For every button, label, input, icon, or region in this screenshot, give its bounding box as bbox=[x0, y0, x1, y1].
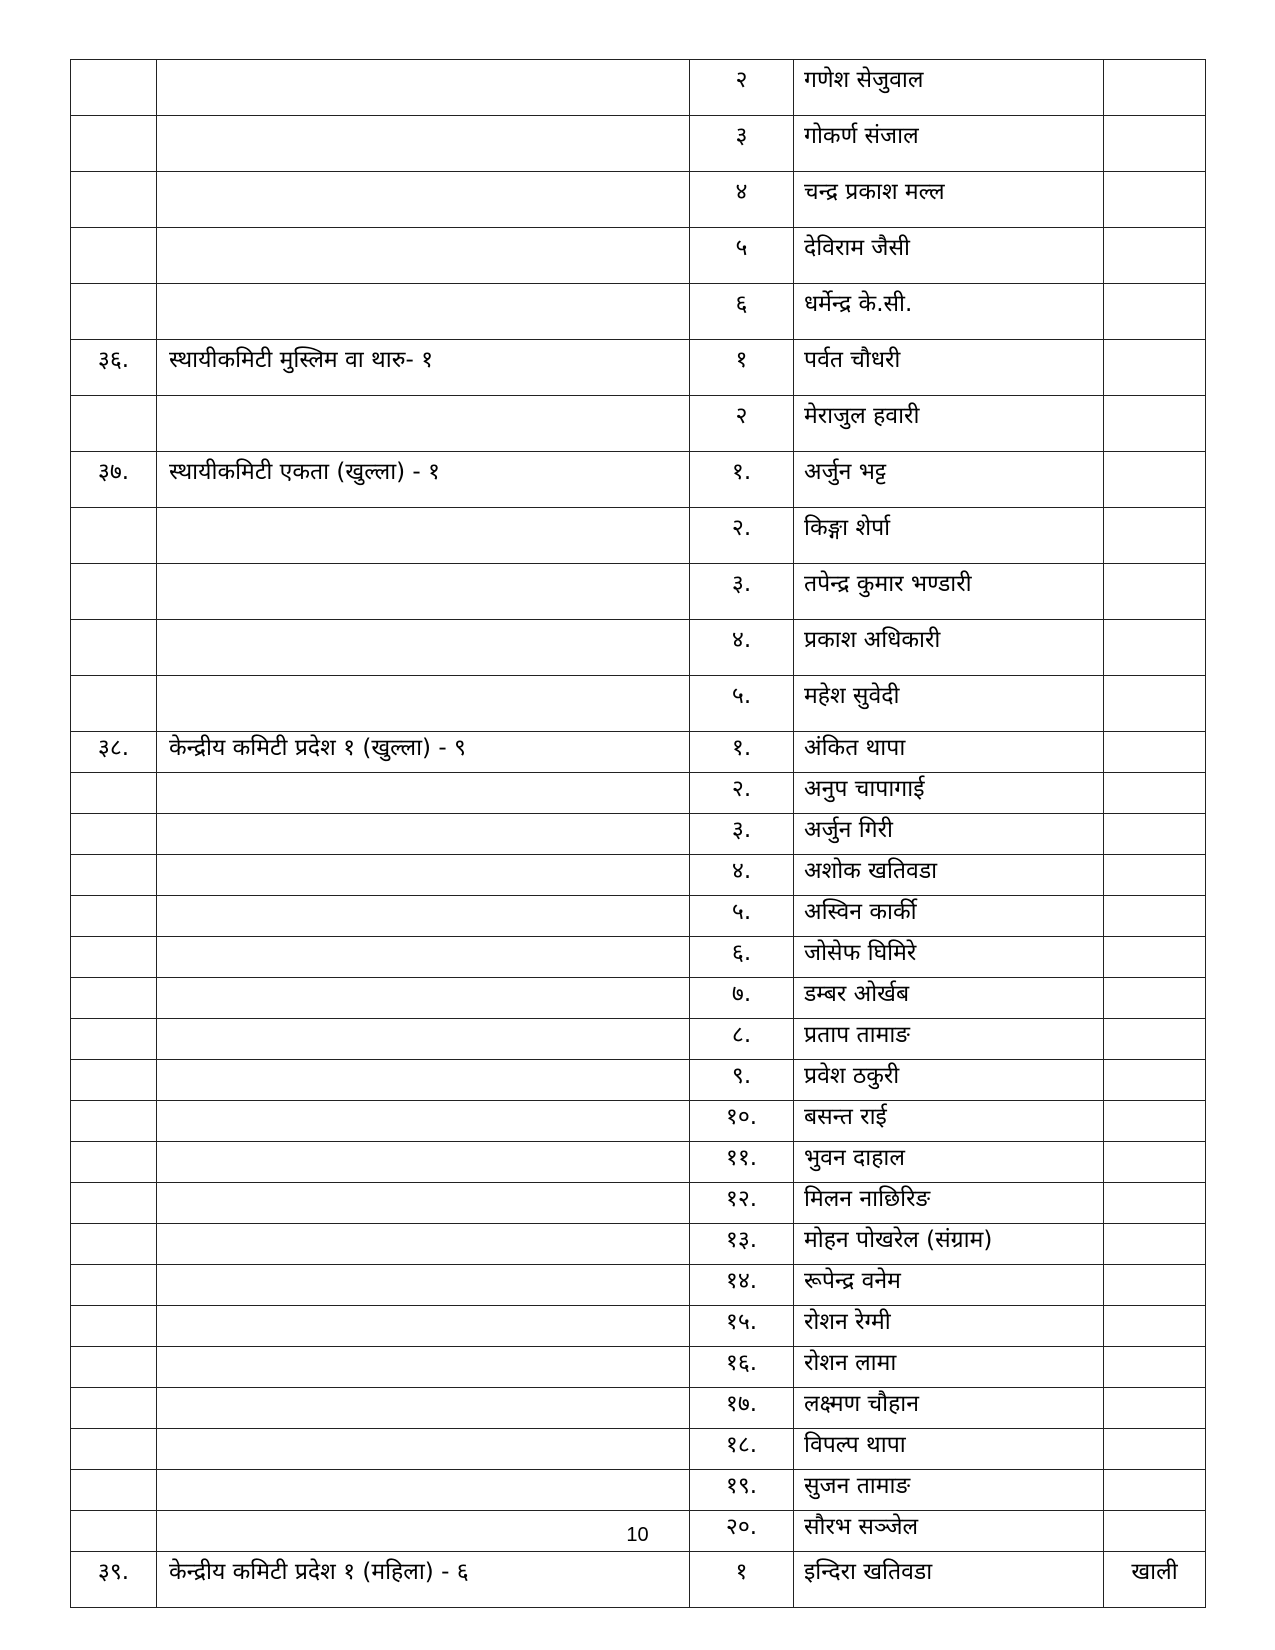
table-row bbox=[71, 508, 1206, 564]
serial-number-cell bbox=[71, 60, 157, 116]
committee-title-cell bbox=[157, 1142, 690, 1183]
serial-number-cell bbox=[71, 1142, 157, 1183]
candidate-number-cell: ११. bbox=[690, 1142, 794, 1183]
remark-cell bbox=[1104, 1265, 1206, 1306]
candidate-number-cell: १०. bbox=[690, 1101, 794, 1142]
candidate-name-cell: गणेश सेजुवाल bbox=[794, 60, 1104, 116]
remark-cell bbox=[1104, 1429, 1206, 1470]
table-row bbox=[71, 1101, 1206, 1142]
candidate-name-cell: मेराजुल हवारी bbox=[794, 396, 1104, 452]
serial-number-cell bbox=[71, 228, 157, 284]
committee-title-cell bbox=[157, 676, 690, 732]
candidate-name-cell: रोशन रेग्मी bbox=[794, 1306, 1104, 1347]
remark-cell bbox=[1104, 340, 1206, 396]
remark-cell bbox=[1104, 1060, 1206, 1101]
committee-title-cell bbox=[157, 1224, 690, 1265]
serial-number-cell bbox=[71, 1224, 157, 1265]
serial-number-cell bbox=[71, 1306, 157, 1347]
serial-number-cell bbox=[71, 1347, 157, 1388]
candidate-number-cell: ३. bbox=[690, 814, 794, 855]
remark-cell bbox=[1104, 1347, 1206, 1388]
candidate-number-cell: ५. bbox=[690, 896, 794, 937]
remark-cell bbox=[1104, 396, 1206, 452]
candidate-name-cell: डम्बर ओर्खब bbox=[794, 978, 1104, 1019]
serial-number-cell bbox=[71, 814, 157, 855]
committee-title-cell bbox=[157, 937, 690, 978]
candidate-number-cell: २०. bbox=[690, 1511, 794, 1552]
table-row bbox=[71, 773, 1206, 814]
table-row bbox=[71, 1142, 1206, 1183]
serial-number-cell bbox=[71, 1388, 157, 1429]
table-row bbox=[71, 1552, 1206, 1608]
serial-number-cell bbox=[71, 172, 157, 228]
committee-title-cell bbox=[157, 1019, 690, 1060]
committee-title-cell bbox=[157, 1388, 690, 1429]
candidate-name-cell: भुवन दाहाल bbox=[794, 1142, 1104, 1183]
candidate-name-cell: अर्जुन गिरी bbox=[794, 814, 1104, 855]
candidate-name-cell: देविराम जैसी bbox=[794, 228, 1104, 284]
serial-number-cell: ३६. bbox=[71, 340, 157, 396]
committee-title-cell bbox=[157, 1306, 690, 1347]
remark-cell bbox=[1104, 1224, 1206, 1265]
committee-title-cell bbox=[157, 1101, 690, 1142]
committee-title-cell bbox=[157, 814, 690, 855]
candidate-number-cell: ५ bbox=[690, 228, 794, 284]
committee-title-cell bbox=[157, 1470, 690, 1511]
table-row bbox=[71, 452, 1206, 508]
remark-cell bbox=[1104, 1101, 1206, 1142]
committee-title-cell bbox=[157, 1429, 690, 1470]
candidate-number-cell: ३ bbox=[690, 116, 794, 172]
table-row bbox=[71, 60, 1206, 116]
serial-number-cell bbox=[71, 1470, 157, 1511]
remark-cell bbox=[1104, 1306, 1206, 1347]
candidate-number-cell: १८. bbox=[690, 1429, 794, 1470]
table-row bbox=[71, 564, 1206, 620]
remark-cell bbox=[1104, 116, 1206, 172]
candidate-name-cell: बसन्त राई bbox=[794, 1101, 1104, 1142]
remark-cell bbox=[1104, 896, 1206, 937]
candidate-name-cell: तपेन्द्र कुमार भण्डारी bbox=[794, 564, 1104, 620]
serial-number-cell bbox=[71, 284, 157, 340]
candidate-number-cell: ६ bbox=[690, 284, 794, 340]
candidate-name-cell: मिलन नाछिरिङ bbox=[794, 1183, 1104, 1224]
table-row bbox=[71, 1265, 1206, 1306]
candidate-name-cell: अस्विन कार्की bbox=[794, 896, 1104, 937]
committee-title-cell bbox=[157, 116, 690, 172]
committee-title-cell bbox=[157, 508, 690, 564]
table-row bbox=[71, 1060, 1206, 1101]
candidate-name-cell: जोसेफ घिमिरे bbox=[794, 937, 1104, 978]
table-row bbox=[71, 732, 1206, 773]
candidate-number-cell: ७. bbox=[690, 978, 794, 1019]
serial-number-cell bbox=[71, 896, 157, 937]
candidate-number-cell: १७. bbox=[690, 1388, 794, 1429]
candidate-number-cell: १३. bbox=[690, 1224, 794, 1265]
candidate-name-cell: इन्दिरा खतिवडा bbox=[794, 1552, 1104, 1608]
committee-title-cell bbox=[157, 396, 690, 452]
serial-number-cell bbox=[71, 1019, 157, 1060]
candidate-name-cell: प्रकाश अधिकारी bbox=[794, 620, 1104, 676]
remark-cell bbox=[1104, 60, 1206, 116]
candidate-name-cell: विपल्प थापा bbox=[794, 1429, 1104, 1470]
remark-cell bbox=[1104, 228, 1206, 284]
committee-title-cell: स्थायीकमिटी मुस्लिम वा थारु- १ bbox=[157, 340, 690, 396]
table-row bbox=[71, 676, 1206, 732]
candidate-name-cell: किङ्गा शेर्पा bbox=[794, 508, 1104, 564]
candidate-name-cell: सुजन तामाङ bbox=[794, 1470, 1104, 1511]
candidate-name-cell: अंकित थापा bbox=[794, 732, 1104, 773]
candidate-number-cell: १६. bbox=[690, 1347, 794, 1388]
candidate-number-cell: १२. bbox=[690, 1183, 794, 1224]
committee-title-cell bbox=[157, 773, 690, 814]
candidate-number-cell: १९. bbox=[690, 1470, 794, 1511]
candidate-name-cell: चन्द्र प्रकाश मल्ल bbox=[794, 172, 1104, 228]
candidate-number-cell: ८. bbox=[690, 1019, 794, 1060]
table-row bbox=[71, 896, 1206, 937]
committee-title-cell bbox=[157, 978, 690, 1019]
committee-title-cell bbox=[157, 60, 690, 116]
candidate-name-cell: रोशन लामा bbox=[794, 1347, 1104, 1388]
serial-number-cell bbox=[71, 978, 157, 1019]
remark-cell bbox=[1104, 773, 1206, 814]
candidate-name-cell: अर्जुन भट्ट bbox=[794, 452, 1104, 508]
candidate-number-cell: २ bbox=[690, 396, 794, 452]
remark-cell bbox=[1104, 1142, 1206, 1183]
table-row bbox=[71, 1347, 1206, 1388]
table-row bbox=[71, 1429, 1206, 1470]
serial-number-cell: ३७. bbox=[71, 452, 157, 508]
candidate-name-cell: लक्ष्मण चौहान bbox=[794, 1388, 1104, 1429]
table-row bbox=[71, 814, 1206, 855]
candidate-name-cell: महेश सुवेदी bbox=[794, 676, 1104, 732]
candidate-name-cell: प्रवेश ठकुरी bbox=[794, 1060, 1104, 1101]
candidate-number-cell: ९. bbox=[690, 1060, 794, 1101]
candidate-number-cell: ४. bbox=[690, 855, 794, 896]
serial-number-cell bbox=[71, 1429, 157, 1470]
candidate-number-cell: १. bbox=[690, 732, 794, 773]
candidate-table bbox=[70, 59, 1206, 1608]
candidate-number-cell: ४. bbox=[690, 620, 794, 676]
table-row bbox=[71, 620, 1206, 676]
committee-title-cell bbox=[157, 1265, 690, 1306]
serial-number-cell bbox=[71, 1101, 157, 1142]
serial-number-cell bbox=[71, 676, 157, 732]
remark-cell bbox=[1104, 732, 1206, 773]
serial-number-cell bbox=[71, 1265, 157, 1306]
table-row bbox=[71, 978, 1206, 1019]
table-row bbox=[71, 1019, 1206, 1060]
candidate-number-cell: ३. bbox=[690, 564, 794, 620]
table-row bbox=[71, 855, 1206, 896]
committee-title-cell bbox=[157, 172, 690, 228]
table-row bbox=[71, 937, 1206, 978]
remark-cell bbox=[1104, 452, 1206, 508]
committee-title-cell bbox=[157, 896, 690, 937]
serial-number-cell: ३९. bbox=[71, 1552, 157, 1608]
serial-number-cell bbox=[71, 396, 157, 452]
committee-title-cell bbox=[157, 1183, 690, 1224]
remark-cell bbox=[1104, 676, 1206, 732]
remark-cell bbox=[1104, 855, 1206, 896]
candidate-number-cell: ४ bbox=[690, 172, 794, 228]
committee-title-cell bbox=[157, 855, 690, 896]
candidate-number-cell: २ bbox=[690, 60, 794, 116]
committee-title-cell bbox=[157, 1060, 690, 1101]
table-row bbox=[71, 116, 1206, 172]
table-row bbox=[71, 1388, 1206, 1429]
candidate-number-cell: १ bbox=[690, 340, 794, 396]
table-row bbox=[71, 396, 1206, 452]
candidate-name-cell: गोकर्ण संजाल bbox=[794, 116, 1104, 172]
candidate-number-cell: ५. bbox=[690, 676, 794, 732]
remark-cell bbox=[1104, 1183, 1206, 1224]
table-row bbox=[71, 228, 1206, 284]
remark-cell bbox=[1104, 978, 1206, 1019]
remark-cell bbox=[1104, 620, 1206, 676]
serial-number-cell: ३८. bbox=[71, 732, 157, 773]
serial-number-cell bbox=[71, 116, 157, 172]
committee-title-cell: केन्द्रीय कमिटी प्रदेश १ (खुल्ला) - ९ bbox=[157, 732, 690, 773]
table-row bbox=[71, 284, 1206, 340]
candidate-name-cell: सौरभ सञ्जेल bbox=[794, 1511, 1104, 1552]
remark-cell bbox=[1104, 508, 1206, 564]
candidate-number-cell: २. bbox=[690, 773, 794, 814]
remark-cell bbox=[1104, 172, 1206, 228]
candidate-number-cell: १४. bbox=[690, 1265, 794, 1306]
table-row bbox=[71, 1183, 1206, 1224]
candidate-name-cell: मोहन पोखरेल (संग्राम) bbox=[794, 1224, 1104, 1265]
serial-number-cell bbox=[71, 1183, 157, 1224]
candidate-table-body bbox=[71, 60, 1206, 1608]
serial-number-cell bbox=[71, 564, 157, 620]
remark-cell bbox=[1104, 814, 1206, 855]
candidate-name-cell: प्रताप तामाङ bbox=[794, 1019, 1104, 1060]
remark-cell bbox=[1104, 1470, 1206, 1511]
candidate-number-cell: २. bbox=[690, 508, 794, 564]
committee-title-cell bbox=[157, 564, 690, 620]
committee-title-cell bbox=[157, 1347, 690, 1388]
table-row bbox=[71, 340, 1206, 396]
serial-number-cell bbox=[71, 855, 157, 896]
candidate-name-cell: रूपेन्द्र वनेम bbox=[794, 1265, 1104, 1306]
committee-title-cell bbox=[157, 228, 690, 284]
remark-cell: खाली bbox=[1104, 1552, 1206, 1608]
committee-title-cell bbox=[157, 284, 690, 340]
committee-title-cell: स्थायीकमिटी एकता (खुल्ला) - १ bbox=[157, 452, 690, 508]
page-number: 10 bbox=[626, 1524, 649, 1546]
serial-number-cell bbox=[71, 937, 157, 978]
serial-number-cell bbox=[71, 773, 157, 814]
remark-cell bbox=[1104, 1388, 1206, 1429]
remark-cell bbox=[1104, 937, 1206, 978]
remark-cell bbox=[1104, 564, 1206, 620]
committee-title-cell: केन्द्रीय कमिटी प्रदेश १ (महिला) - ६ bbox=[157, 1552, 690, 1608]
candidate-name-cell: अनुप चापागाई bbox=[794, 773, 1104, 814]
remark-cell bbox=[1104, 284, 1206, 340]
remark-cell bbox=[1104, 1019, 1206, 1060]
serial-number-cell bbox=[71, 1060, 157, 1101]
candidate-name-cell: धर्मेन्द्र के.सी. bbox=[794, 284, 1104, 340]
candidate-number-cell: ६. bbox=[690, 937, 794, 978]
candidate-name-cell: पर्वत चौधरी bbox=[794, 340, 1104, 396]
table-row bbox=[71, 1470, 1206, 1511]
candidate-name-cell: अशोक खतिवडा bbox=[794, 855, 1104, 896]
candidate-number-cell: १. bbox=[690, 452, 794, 508]
candidate-number-cell: १५. bbox=[690, 1306, 794, 1347]
committee-title-cell bbox=[157, 620, 690, 676]
candidate-number-cell: १ bbox=[690, 1552, 794, 1608]
table-row bbox=[71, 1224, 1206, 1265]
serial-number-cell bbox=[71, 508, 157, 564]
table-row bbox=[71, 1306, 1206, 1347]
table-row bbox=[71, 172, 1206, 228]
serial-number-cell bbox=[71, 620, 157, 676]
